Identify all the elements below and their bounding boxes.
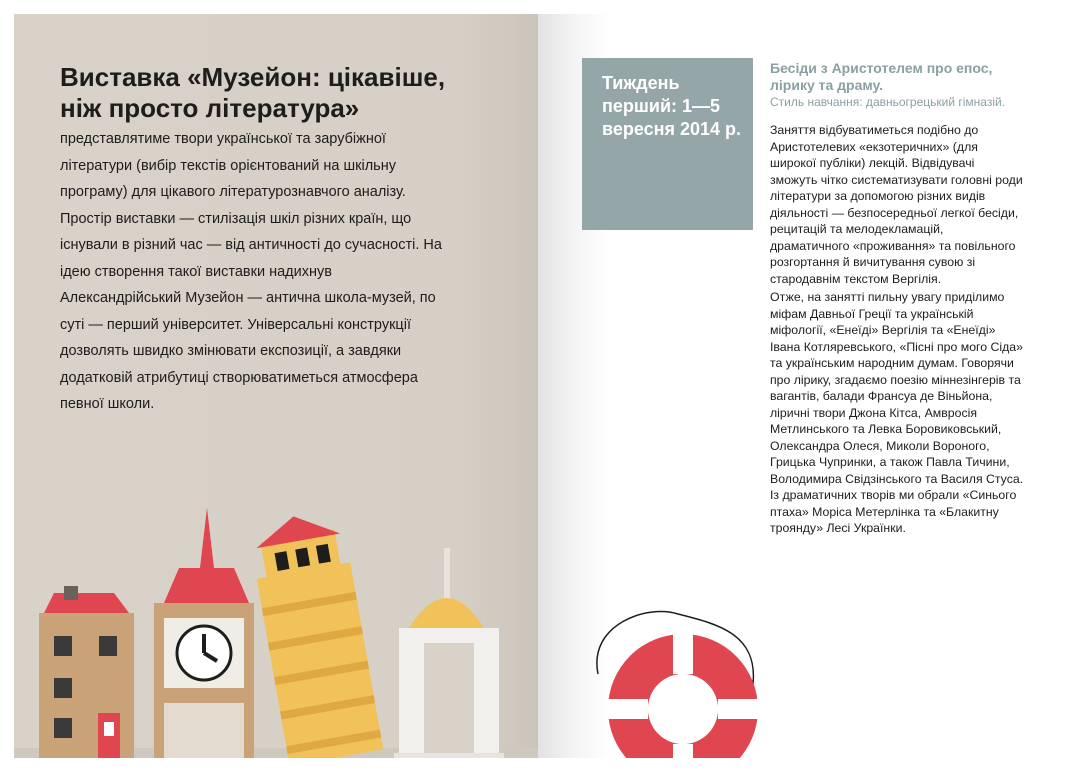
buildings-illustration — [14, 418, 538, 758]
week-box — [582, 58, 753, 230]
lesson-paragraph-2: Отже, на занятті пильну увагу приділимо міфам Давньої Греції та українській міфології, «Енеїді» Вергілія та «Енеїді» Івана Котляревського, «Пісні про мого Сіда» та українським народним думам. Говорячи про лірику, згадаємо поезію міннезінгерів та вагантів, балади Франсуа де Віньйона, ліричні твори Джона Кітса, Амвросія Метлинського та Левка Боровиковський, Олександра Олеся, Миколи Вороного, Грицька Чупринки, а також Павла Тичини, Володимира Свідзінського та Василя Стуса. Із драматичних творів ми обрали «Синього птаха» Моріса Метерлінка та «Блакитну троянду» Лесі Українки. — [770, 290, 1024, 535]
lifebuoy-icon — [588, 604, 768, 758]
lesson-topic: Бесіди з Аристотелем про епос, лірику та драму. — [770, 60, 993, 93]
week-title: Тиждень перший: 1—5 вересня 2014 р. — [602, 73, 742, 139]
lesson-paragraph-1: Заняття відбуватиметься подібно до Аристотелевих «екзотеричних» (для широкої публіки) лекцій. Відвідувачі зможуть чітко систематизувати головні роди літератури за допомогою різних видів діяльності — безпосередньої легкої бесіди, рецитацій та мелодекламацій, драматичного «проживання» та повільного розгортання й вичитування сувою зі стародавнім текстом Вергілія. — [770, 123, 1023, 286]
leaning-tower-icon — [247, 508, 383, 758]
house-icon — [39, 586, 134, 758]
exhibition-title: Виставка «Музейон: цікавіше, ніж просто література» — [60, 62, 446, 123]
right-page — [538, 14, 1058, 758]
learning-style: Стиль навчання: давньогрецький гімназій. — [770, 95, 1006, 109]
arch-gate-icon — [394, 548, 504, 758]
exhibition-description: представлятиме твори української та зарубіжної літератури (вибір текстів орієнтований на шкільну програму) для цікавого літературознавчого аналізу. Простір виставки — стилізація шкіл різних країн, що існували в різний час — від античності до сучасності. На ідею створення такої виставки надихнув Александрійський Музейон — антична школа-музей, по суті — перший університет. Універсальні конструкції дозволять швидко змінювати експозиції, а завдяки додатковій атрибутиці створюватиметься атмосфера певної школи. — [60, 131, 442, 412]
clock-tower-icon — [154, 508, 254, 758]
left-page — [14, 14, 538, 758]
